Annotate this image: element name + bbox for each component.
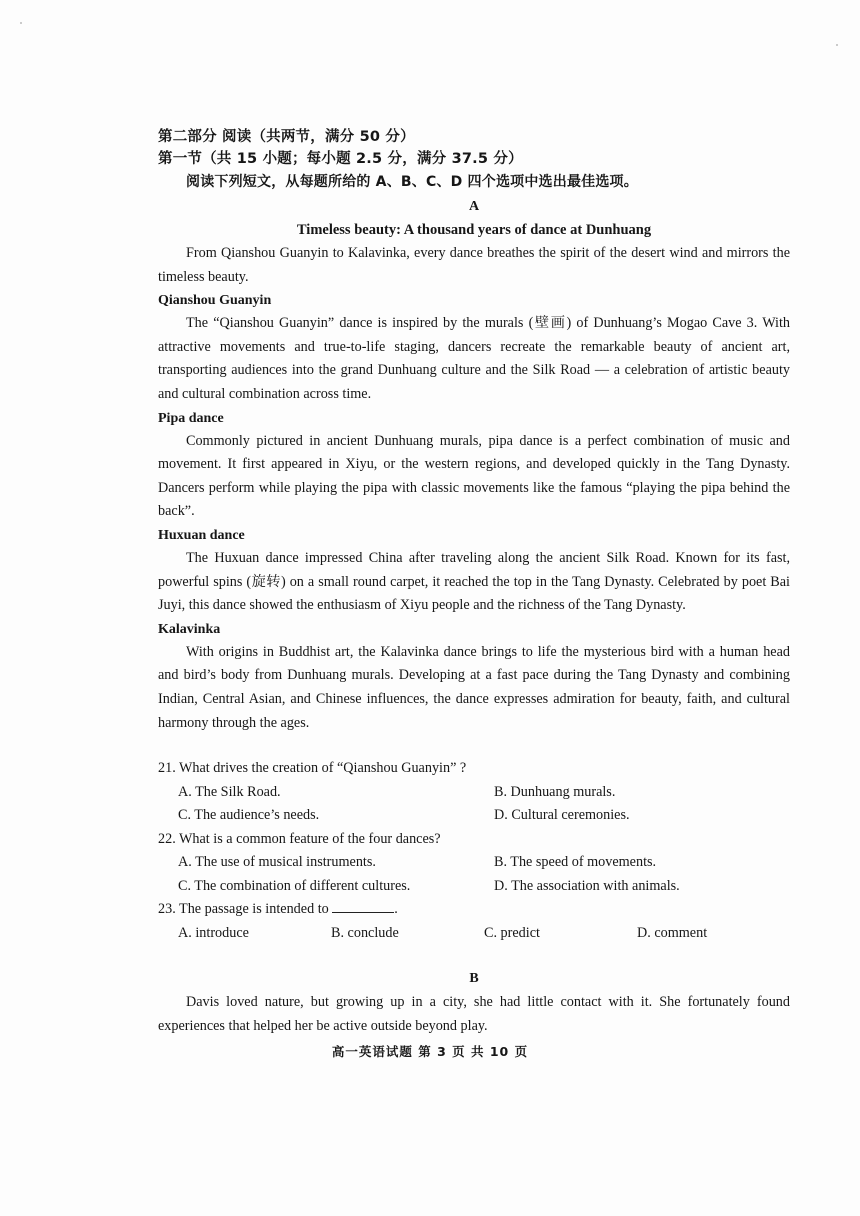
section-kalavinka bbox=[158, 618, 790, 735]
option-23-a: A. introduce bbox=[178, 924, 249, 941]
passage-b-text: Davis loved nature, but growing up in a city, she had little contact with it. She fortunately found experiences that helped her be active outside beyond play. bbox=[158, 994, 790, 1034]
question-22-stem: 22. What is a common feature of the four dances? bbox=[158, 830, 441, 847]
section-huxuan-dance bbox=[158, 524, 790, 618]
passage-a-title: Timeless beauty: A thousand years of dance at Dunhuang bbox=[296, 222, 652, 238]
option-22-c: C. The combination of different cultures. bbox=[178, 877, 411, 894]
question-23-stem-text: 23. The passage is intended to bbox=[158, 901, 329, 918]
section-text-pipa: Commonly pictured in ancient Dunhuang murals, pipa dance is a perfect combination of music and movement. It first appeared in Xiyu, or the western regions, and developed quickly in the Tang Dynasty. Dancers perform while playing the pipa with classic movements like the famous “playing the pipa behind the back”. bbox=[158, 432, 790, 520]
section-heading-huxuan: Huxuan dance bbox=[158, 527, 245, 543]
option-22-b: B. The speed of movements. bbox=[494, 854, 657, 871]
option-22-a: A. The use of musical instruments. bbox=[178, 854, 376, 871]
section-heading: 第一节（共 15 小题；每小题 2.5 分，满分 37.5 分） bbox=[158, 151, 523, 167]
question-23-options bbox=[158, 922, 790, 946]
part-heading: 第二部分 阅读（共两节，满分 50 分） bbox=[158, 129, 415, 145]
option-22-d: D. The association with animals. bbox=[494, 877, 680, 894]
passage-a-letter: A bbox=[468, 199, 480, 214]
page-footer: 高一英语试题 第 3 页 共 10 页 bbox=[331, 1044, 529, 1059]
question-23-stem bbox=[158, 898, 790, 922]
exam-page bbox=[158, 126, 790, 1038]
scan-speck bbox=[20, 22, 22, 24]
section-text-huxuan: The Huxuan dance impressed China after traveling along the ancient Silk Road. Known for its fast, powerful spins (旋转) on a small round carpet, it reached the top in the Tang Dynasty. Celebrated by poet Bai Juyi, this dance showed the enthusiasm of Xiyu people and the richness of the Tang Dynasty. bbox=[158, 549, 790, 614]
option-23-b: B. conclude bbox=[331, 924, 399, 941]
option-21-a: A. The Silk Road. bbox=[178, 783, 281, 800]
section-heading-qianshou: Qianshou Guanyin bbox=[158, 293, 272, 309]
section-heading-pipa: Pipa dance bbox=[158, 410, 224, 426]
question-23-stem-end: . bbox=[394, 901, 398, 918]
option-21-b: B. Dunhuang murals. bbox=[494, 783, 616, 800]
scan-speck bbox=[836, 44, 838, 46]
question-21-options bbox=[158, 781, 790, 805]
option-21-c: C. The audience’s needs. bbox=[178, 807, 320, 824]
section-pipa-dance bbox=[158, 407, 790, 524]
option-21-d: D. Cultural ceremonies. bbox=[494, 807, 630, 824]
question-21-stem: 21. What drives the creation of “Qianshou Guanyin” ? bbox=[158, 760, 467, 777]
question-21-options-2 bbox=[158, 804, 790, 828]
option-23-c: C. predict bbox=[484, 924, 540, 941]
option-23-d: D. comment bbox=[637, 924, 708, 941]
answer-blank bbox=[332, 898, 394, 913]
section-text-qianshou: The “Qianshou Guanyin” dance is inspired by the murals (壁画) of Dunhuang’s Mogao Cave 3. With attractive movements and true-to-life staging, dancers recreate the remarkable beauty of ancient art, transporting audiences into the grand Dunhuang culture and the Silk Road — a celebration of artistic beauty and cultural combination across time. bbox=[158, 315, 790, 402]
passage-a-intro: From Qianshou Guanyin to Kalavinka, every dance breathes the spirit of the desert wind and mirrors the timeless beauty. bbox=[158, 245, 790, 285]
passage-b-letter: B bbox=[469, 971, 479, 987]
section-qianshou-guanyin bbox=[158, 289, 790, 406]
section-text-kalavinka: With origins in Buddhist art, the Kalavinka dance brings to life the mysterious bird with a human head and bird’s body from Dunhuang murals. Developing at a fast pace during the Tang Dynasty and combining Indian, Central Asian, and Chinese influences, the dance expresses admiration for beauty, faith, and cultural harmony through the ages. bbox=[158, 643, 790, 731]
section-heading-kalavinka: Kalavinka bbox=[158, 621, 221, 637]
instruction-text: 阅读下列短文，从每题所给的 A、B、C、D 四个选项中选出最佳选项。 bbox=[186, 174, 638, 190]
question-22-options-2 bbox=[158, 875, 790, 899]
question-list bbox=[158, 757, 790, 945]
question-22-options bbox=[158, 851, 790, 875]
